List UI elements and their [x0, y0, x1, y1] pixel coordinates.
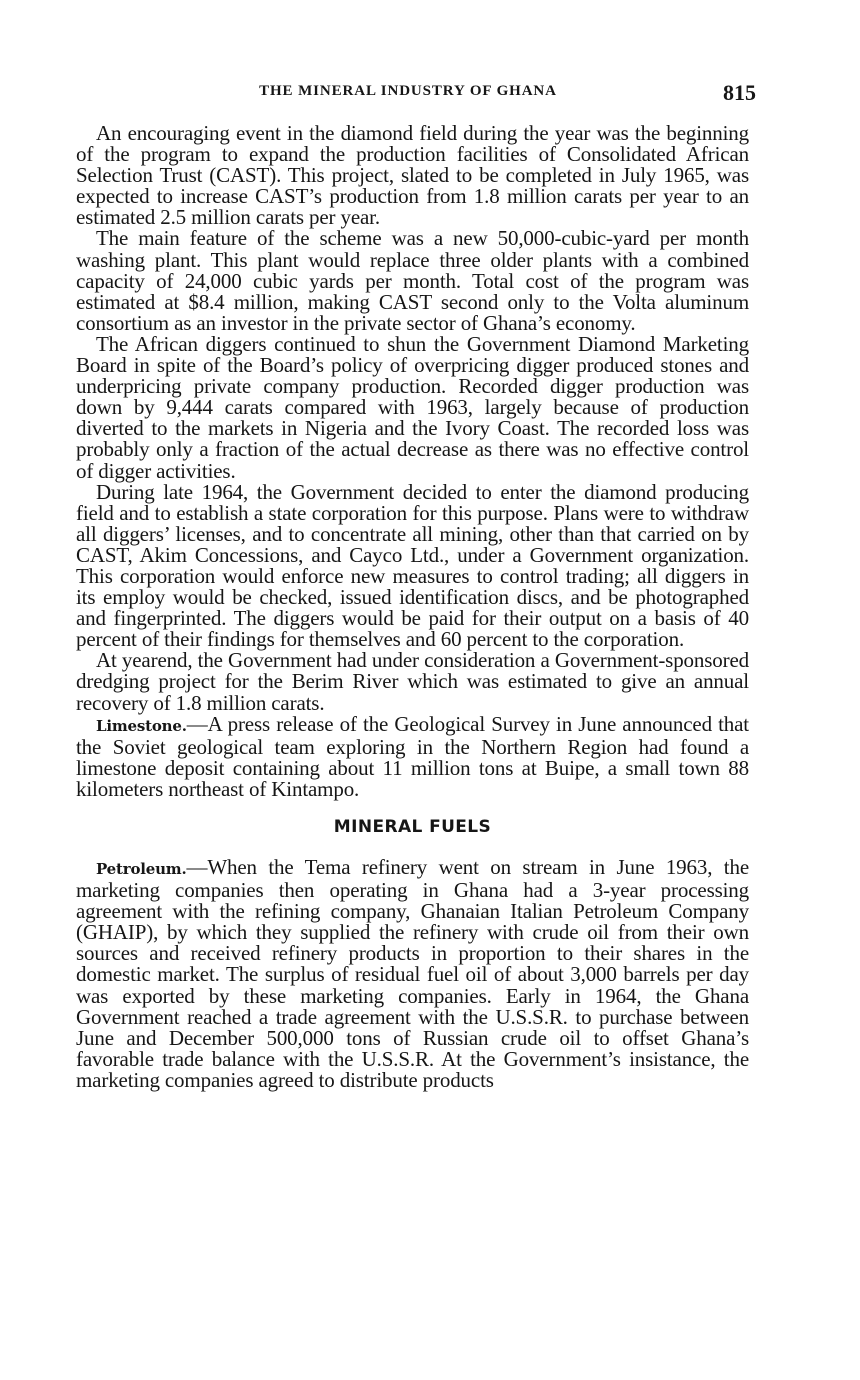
running-header [76, 80, 756, 106]
paragraph-african-diggers [76, 331, 749, 483]
paragraph-petroleum [76, 857, 749, 1091]
paragraph-text: —A press release of the Geological Survey in June announced that the Soviet geological team exploring in the Northern Region had found a limestone deposit containing about 11 million tons at Buipe, a small town 88 kilometers northeast of Kintampo. [76, 711, 749, 801]
paragraph-text: An encouraging event in the diamond field during the year was the beginning of the program to expand the production facilities of Consolidated African Selection Trust (CAST). This project, slated to be completed in July 1965, was expected to increase CAST’s production from 1.8 million carats per year to an estimated 2.5 million carats per year. [76, 121, 749, 230]
section-heading-mineral-fuels: MINERAL FUELS [333, 817, 492, 837]
paragraph-text: The African diggers continued to shun the Government Diamond Marketing Board in spite of the Board’s policy of overpricing digger produced stones and underpricing private company production. Recorded digger production was down by 9,444 carats compared with 1963, largely because of production diverted to the markets in Nigeria and the Ivory Coast. The recorded loss was probably only a fraction of the actual decrease as there was no effective control of digger activities. [76, 331, 749, 483]
paragraph-limestone [76, 711, 749, 801]
run-in-heading-petroleum: Petroleum. [96, 860, 187, 878]
paragraph-text: The main feature of the scheme was a new 50,000-cubic-yard per month washing plant. This plant would replace three older plants with a combined capacity of 24,000 cubic yards per month. Total cost of the program was estimated at $8.4 million, making CAST second only to the Volta aluminum consortium as an investor in the private sector of Ghana’s economy. [76, 226, 749, 335]
paragraph-state-corporation [76, 479, 749, 652]
paragraph-berim-dredging [76, 650, 749, 713]
paragraph-text: —When the Tema refinery went on stream in June 1963, the marketing companies then operating in Ghana had a 3-year processing agreement with the refining company, Ghanaian Italian Petroleum Company (GHAIP), by which they supplied the refinery with crude oil from their own sources and received refinery products in proportion to their shares in the domestic market. The surplus of residual fuel oil of about 3,000 barrels per day was exported by these marketing companies. Early in 1964, the Ghana Government reached a trade agreement with the U.S.S.R. to purchase between June and December 500,000 tons of Russian crude oil to offset Ghana’s favorable trade balance with the U.S.S.R. At the Government’s insistance, the marketing companies agreed to distribute products [76, 855, 749, 1092]
run-in-heading-limestone: Limestone. [96, 716, 187, 735]
page-number: 815 [723, 80, 756, 105]
paragraph-text: At yearend, the Government had under consideration a Government-sponsored dredging project for the Berim River which was estimated to give an annual recovery of 1.8 million carats. [76, 648, 749, 715]
paragraph-washing-plant [76, 228, 749, 333]
running-title: THE MINERAL INDUSTRY OF GHANA [259, 83, 557, 99]
paragraph-cast-expansion [76, 123, 749, 228]
body-text [76, 123, 749, 1091]
paragraph-text: During late 1964, the Government decided to enter the diamond producing field and to establish a state corporation for this purpose. Plans were to withdraw all diggers’ licenses, and to concentrate all mining, other than that carried on by CAST, Akim Concessions, and Cayco Ltd., under a Government organization. This corporation would enforce new measures to control trading; all diggers in its employ would be checked, issued identification discs, and be photographed and fingerprinted. The diggers would be paid for their output on a basis of 40 percent of their findings for themselves and 60 percent to the corporation. [76, 479, 749, 652]
